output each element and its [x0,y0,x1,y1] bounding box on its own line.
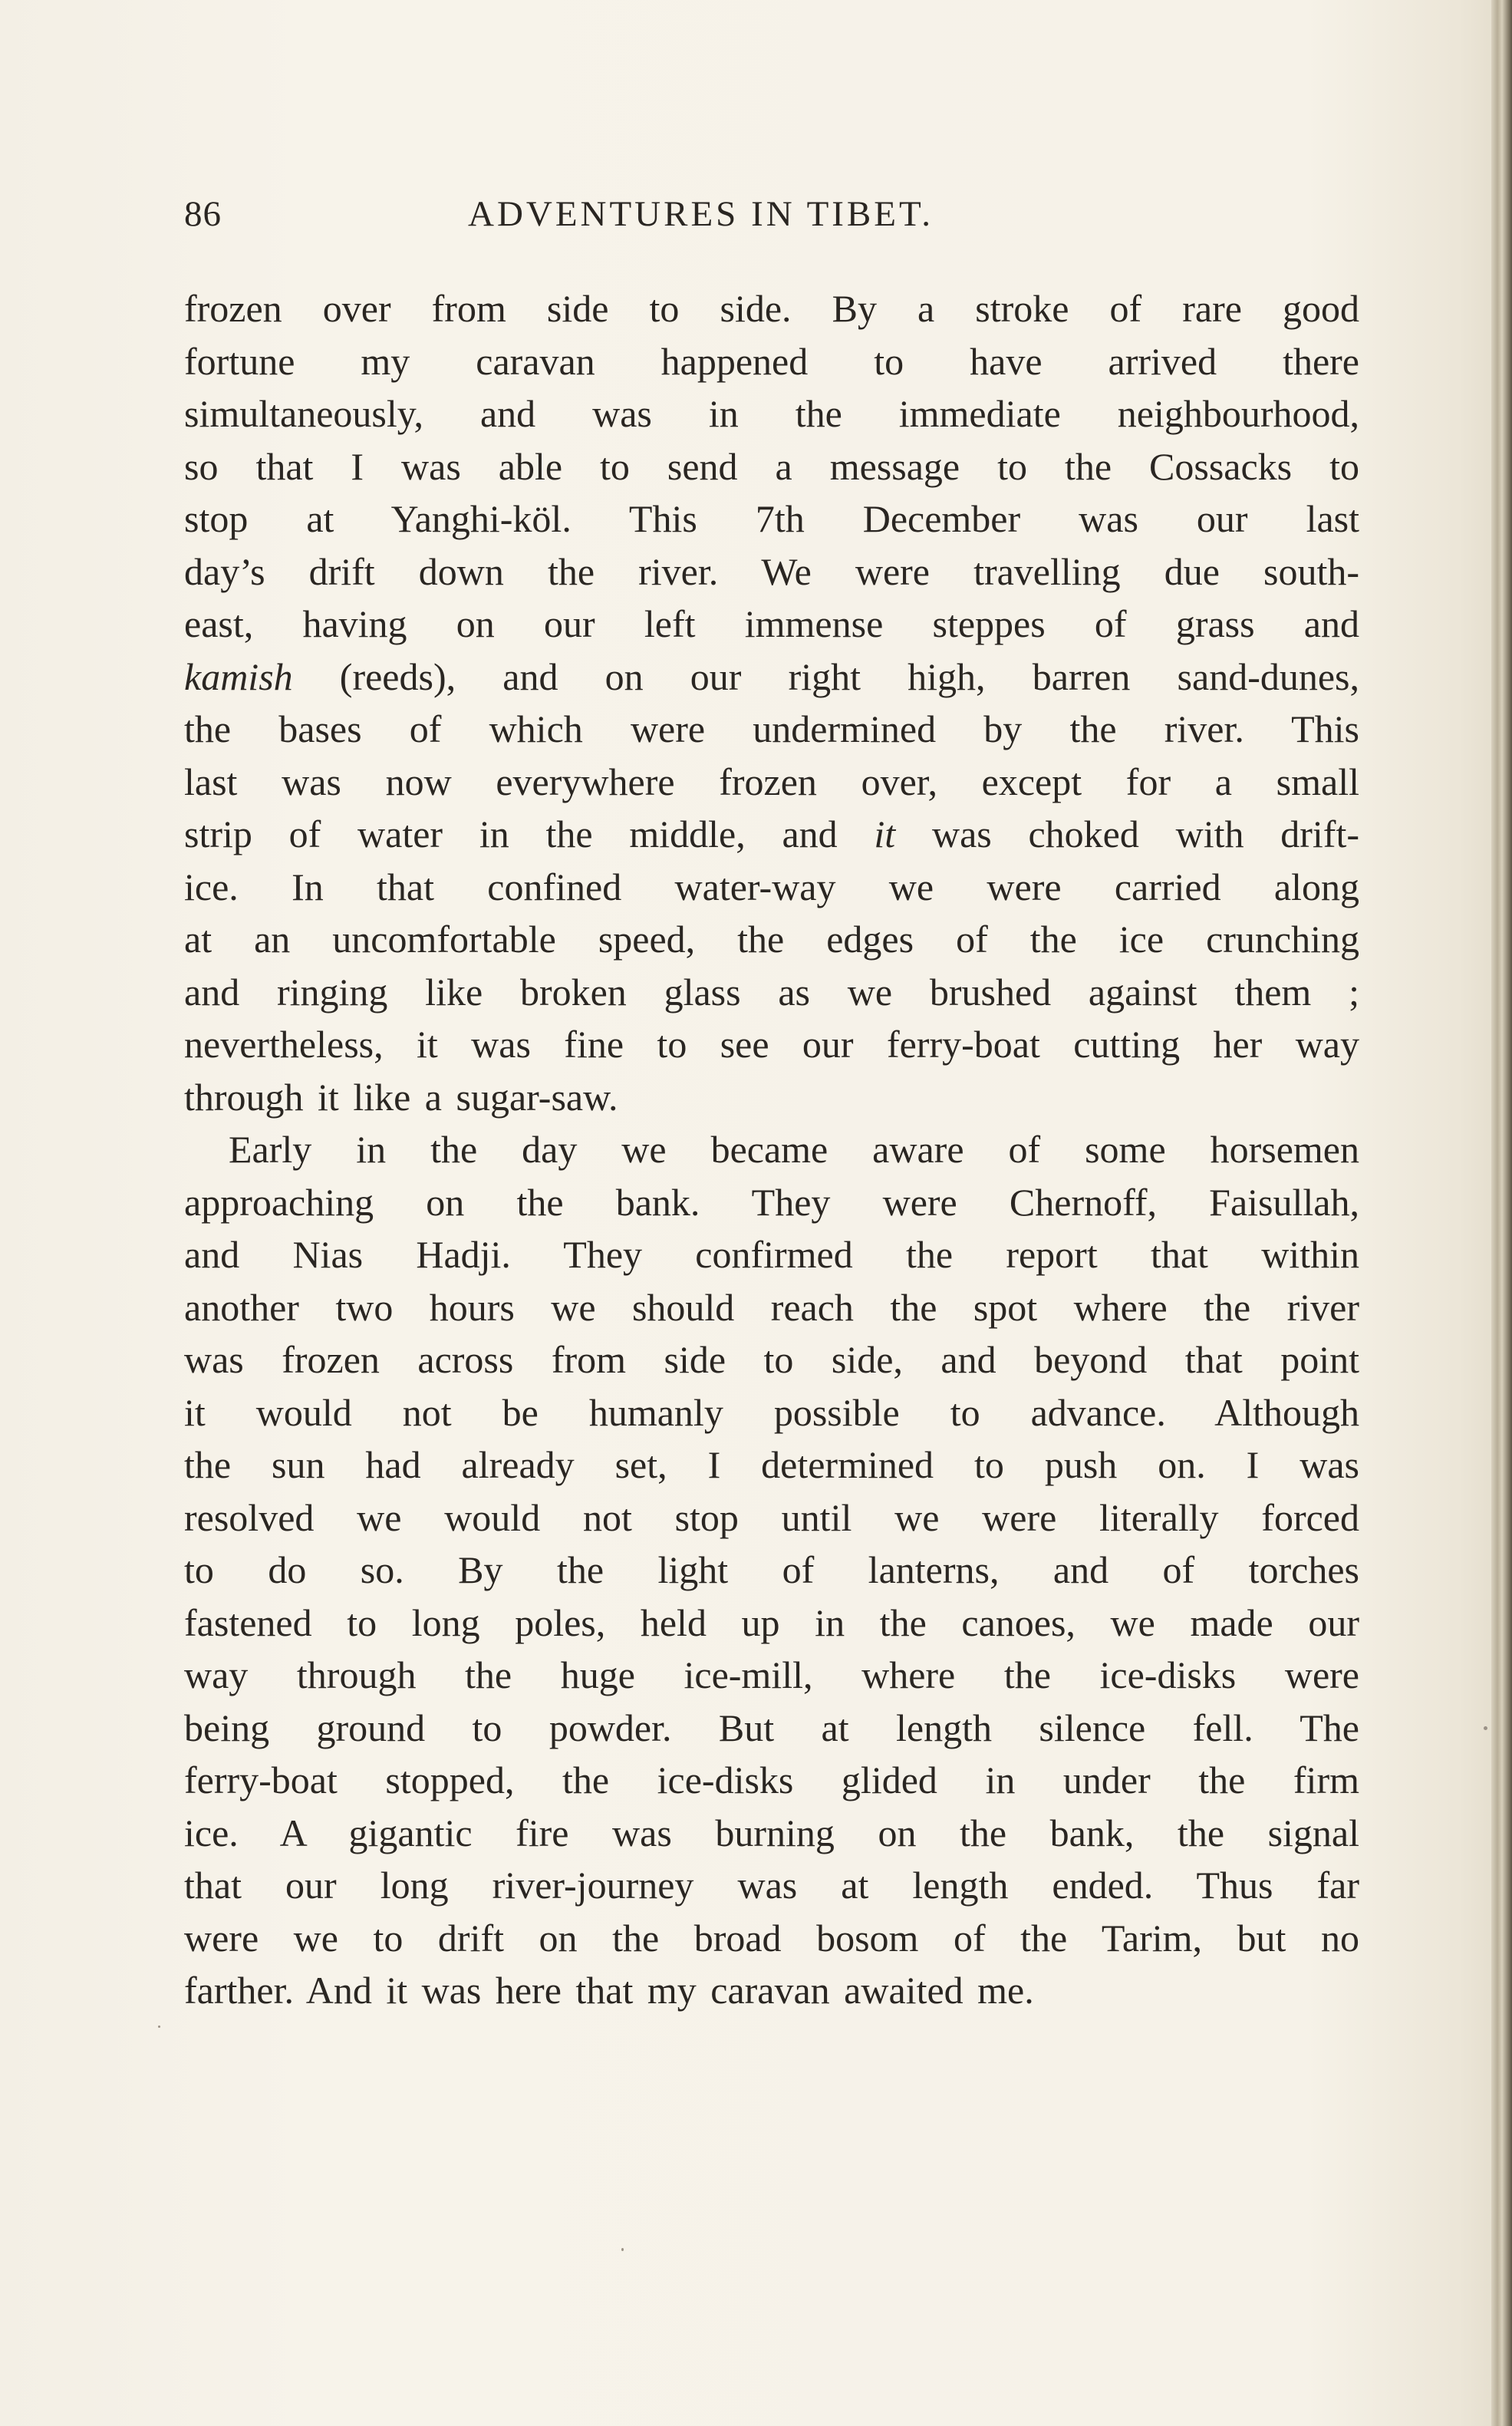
text-run: was choked with drift- [895,813,1359,855]
text-line: resolved we would not stop until we were literally forced [184,1495,1359,1539]
binding-edge [1491,0,1512,2426]
text-line: and ringing like broken glass as we brushed against them ; [184,970,1359,1014]
paper-speck [621,2248,624,2251]
text-line: approaching on the bank. They were Chernoff, Faisullah, [184,1180,1359,1224]
text-line: way through the huge ice-mill, where the ice-disks were [184,1653,1359,1696]
text-line: were we to drift on the broad bosom of the Tarim, but no [184,1916,1359,1960]
text-line: ice. A gigantic fire was burning on the bank, the signal [184,1811,1359,1854]
italic-word-kamish: kamish [184,654,293,698]
paper-speck [1484,1726,1487,1730]
text-line: last was now everywhere frozen over, except for a small [184,760,1359,803]
text-line: fastened to long poles, held up in the canoes, we made our [184,1600,1359,1644]
text-line: ice. In that confined water-way we were carried along [184,865,1359,908]
text-line: simultaneously, and was in the immediate neighbourhood, [184,392,1359,435]
text-line [184,651,1359,704]
italic-word-it: it [874,813,896,855]
text-line: through it like a sugar-saw. [184,1075,618,1119]
text-line: day’s drift down the river. We were travelling due south- [184,549,1359,593]
text-line: that our long river-journey was at length ended. Thus far [184,1864,1359,1907]
text-line: to do so. By the light of lanterns, and of torches [184,1548,1359,1591]
text-line: it would not be humanly possible to advance. Although [184,1390,1359,1434]
text-line: east, having on our left immense steppes of grass and [184,602,1359,645]
text-line: farther. And it was here that my caravan awaited me. [184,1969,1034,2012]
text-line: another two hours we should reach the spot where the river [184,1285,1359,1329]
body-text [184,282,1359,2017]
text-line [184,808,1359,861]
text-line: was frozen across from side to side, and beyond that point [184,1338,1359,1381]
text-line: ferry-boat stopped, the ice-disks glided in under the firm [184,1759,1359,1801]
text-line: at an uncomfortable speed, the edges of the ice crunching [184,918,1359,961]
text-line: so that I was able to send a message to the Cossacks to [184,444,1359,488]
running-title: ADVENTURES IN TIBET. [468,194,934,234]
text-line: nevertheless, it was fine to see our ferry-boat cutting her way [184,1023,1359,1066]
running-header [184,193,1365,247]
text-run: (reeds), and on our right high, barren sand-dunes, [292,654,1359,698]
text-line: the sun had already set, I determined to push on. I was [184,1443,1359,1486]
text-line: stop at Yanghi-köl. This 7th December was our last [184,497,1359,540]
text-line: being ground to powder. But at length silence fell. The [184,1706,1359,1749]
text-line: Early in the day we became aware of some horsemen [229,1128,1359,1171]
text-line: the bases of which were undermined by the river. This [184,707,1359,750]
text-line: and Nias Hadji. They confirmed the report that within [184,1233,1359,1276]
text-run: strip of water in the middle, and [184,813,875,855]
text-line: frozen over from side to side. By a stroke of rare good [184,287,1359,330]
page-number: 86 [184,194,222,234]
paper-speck [158,2026,160,2028]
text-line: fortune my caravan happened to have arrived there [184,339,1359,383]
